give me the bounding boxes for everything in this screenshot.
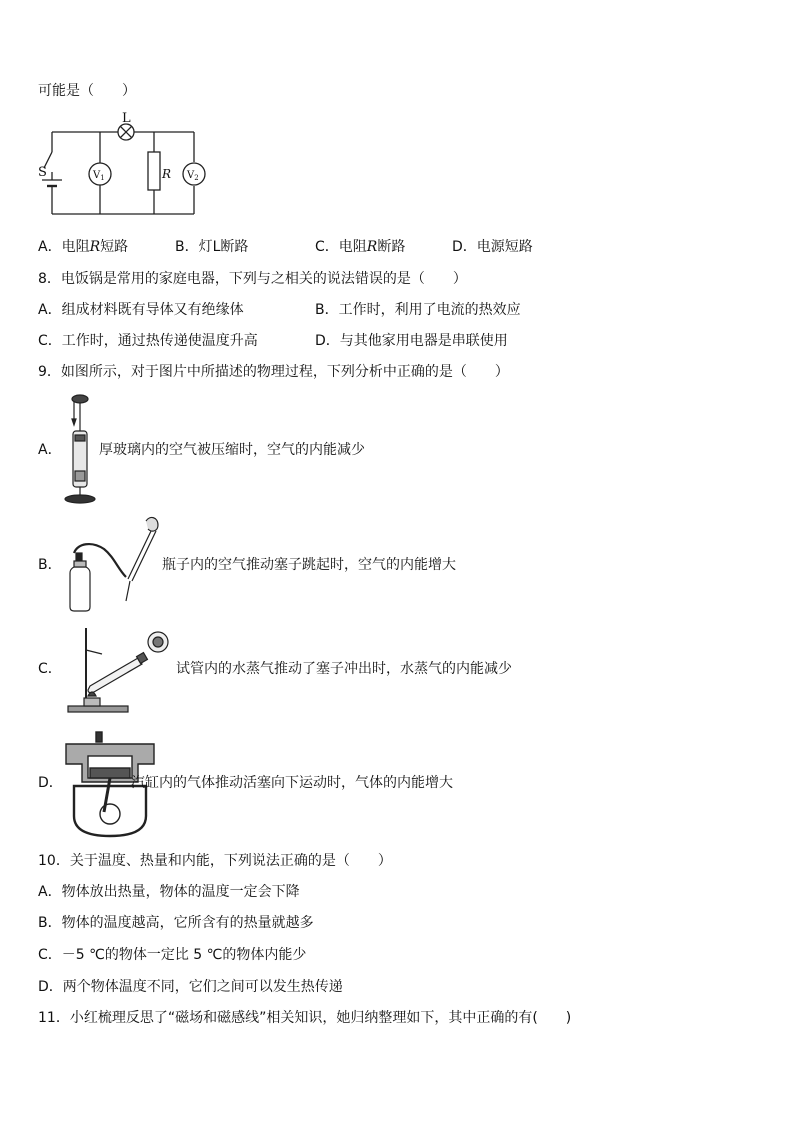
v1-label: $V_1$ xyxy=(93,170,105,182)
q10-stem: 10．关于温度、热量和内能，下列说法正确的是（ ） xyxy=(38,853,392,869)
circuit-diagram xyxy=(36,110,216,222)
q9-option-b-text[interactable]: 瓶子内的空气推动塞子跳起时，空气的内能增大 xyxy=(162,557,456,573)
q10-option-b[interactable]: B．物体的温度越高，它所含有的热量就越多 xyxy=(38,915,314,931)
q10-option-d[interactable]: D．两个物体温度不同，它们之间可以发生热传递 xyxy=(38,979,343,995)
q10-option-a[interactable]: A．物体放出热量，物体的温度一定会下降 xyxy=(38,884,300,900)
test-tube-heating-figure xyxy=(62,620,172,720)
q9-option-a-text[interactable]: 厚玻璃内的空气被压缩时，空气的内能减少 xyxy=(99,442,365,458)
q7-option-a[interactable]: A．电阻R短路 xyxy=(38,239,129,255)
lamp-icon xyxy=(118,124,134,140)
q9-stem: 9．如图所示，对于图片中所描述的物理过程，下列分析中正确的是（ ） xyxy=(38,364,509,380)
q7-option-c[interactable]: C．电阻R断路 xyxy=(315,239,406,255)
q8-option-d[interactable]: D．与其他家用电器是串联使用 xyxy=(315,333,508,349)
resistor-label: R xyxy=(162,167,172,181)
q7-stem-tail: 可能是（ ） xyxy=(38,83,136,99)
q9-option-b-letter[interactable]: B． xyxy=(38,557,62,573)
q9-option-d-letter[interactable]: D． xyxy=(38,775,63,791)
q9-option-c-letter[interactable]: C． xyxy=(38,661,62,677)
q7-option-b[interactable]: B．灯L断路 xyxy=(175,239,249,255)
lamp-label: L xyxy=(122,111,131,126)
switch-label: S xyxy=(38,165,47,180)
compression-tube-figure xyxy=(60,393,100,505)
q7-option-d[interactable]: D．电源短路 xyxy=(452,239,533,255)
q8-option-b[interactable]: B．工作时，利用了电流的热效应 xyxy=(315,302,521,318)
q10-option-c[interactable]: C．－5 ℃的物体一定比 5 ℃的物体内能少 xyxy=(38,947,307,963)
q9-option-a-letter[interactable]: A． xyxy=(38,442,62,458)
q8-stem: 8．电饭锅是常用的家庭电器，下列与之相关的说法错误的是（ ） xyxy=(38,271,467,287)
q9-option-d-text[interactable]: 汽缸内的气体推动活塞向下运动时，气体的内能增大 xyxy=(131,775,453,791)
q8-option-a[interactable]: A．组成材料既有导体又有绝缘体 xyxy=(38,302,244,318)
q9-option-c-text[interactable]: 试管内的水蒸气推动了塞子冲出时，水蒸气的内能减少 xyxy=(176,661,512,677)
q8-option-c[interactable]: C．工作时，通过热传递使温度升高 xyxy=(38,333,258,349)
bottle-pump-figure xyxy=(62,515,162,615)
q11-stem: 11．小红梳理反思了“磁场和磁感线”相关知识，她归纳整理如下，其中正确的有( ) xyxy=(38,1010,572,1026)
v2-label: $V_2$ xyxy=(187,170,199,182)
